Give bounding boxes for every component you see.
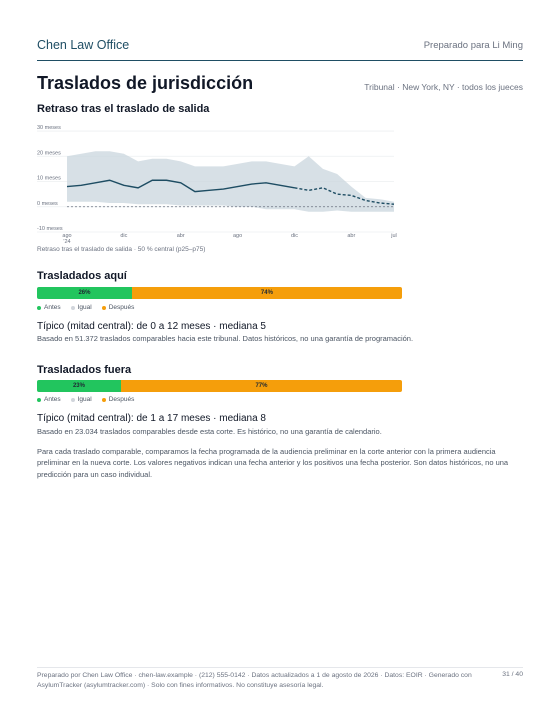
y-tick-label: 30 meses (37, 125, 61, 132)
bar-segment: 23% (37, 380, 121, 392)
legend-item (102, 304, 135, 311)
legend-dot-icon (71, 306, 75, 310)
legend-label: Igual (77, 304, 92, 311)
bar-segment: 26% (37, 287, 132, 299)
legend-label: Después (108, 396, 135, 403)
legend-item (71, 304, 92, 311)
legend-item (71, 396, 92, 403)
legend-item (37, 304, 61, 311)
x-tick-label: dic (290, 233, 298, 239)
scope-label: Tribunal · New York, NY · todos los jueces (364, 82, 523, 92)
x-tick-label: jul (391, 233, 397, 239)
bar-segment: 77% (121, 380, 402, 392)
legend-dot-icon (37, 306, 41, 310)
methodology-note: Para cada traslado comparable, comparamos la fecha programada de la audiencia preliminar en la corte anterior con la primera audiencia preliminar en la nueva corte. Los valores negativos indican una fecha anterior y los positivos una fecha posterior. Son datos históricos, no una predicción para un caso individual. (37, 447, 509, 479)
moved-here-typical: Típico (mitad central): de 0 a 12 meses · mediana 5 (37, 321, 266, 332)
footer-divider (37, 667, 523, 668)
moved-here-title: Trasladados aquí (37, 270, 127, 282)
moved-here-basis: Basado en 51.372 traslados comparables hacia este tribunal. Datos históricos, no una garantía de programación. (37, 334, 414, 343)
moved-out-bar (37, 380, 402, 392)
x-tick-label: abr (347, 233, 356, 239)
y-tick-label: -10 meses (37, 226, 63, 232)
legend-dot-icon (102, 398, 106, 402)
x-tick-label: dic (120, 233, 128, 239)
footer-text: Preparado por Chen Law Office · chen-law.example · (212) 555-0142 · Datos actualizados a 1 de agosto de 2026 · Datos: EOIR · Generado con AsylumTracker (asylumtracker.com) · Solo con fines informativos. No constituye asesoría legal. (37, 672, 472, 689)
legend-item (102, 396, 135, 403)
legend-dot-icon (102, 306, 106, 310)
moved-out-legend (37, 396, 134, 403)
legend-label: Igual (77, 396, 92, 403)
chart-title: Retraso tras el traslado de salida (37, 103, 210, 115)
delay-chart (0, 118, 420, 246)
moved-out-title: Trasladados fuera (37, 364, 132, 376)
bar-segment: 74% (132, 287, 402, 299)
chart-caption: Retraso tras el traslado de salida · 50 % central (p25–p75) (37, 246, 206, 253)
p25-p75-band (67, 151, 394, 212)
y-tick-label: 20 meses (37, 150, 61, 157)
prepared-for: Preparado para Li Ming (423, 40, 523, 51)
legend-label: Antes (44, 304, 61, 311)
y-tick-label: 10 meses (37, 175, 61, 182)
x-tick-label: ago (233, 233, 243, 239)
legend-item (37, 396, 61, 403)
x-tick-label: abr (176, 233, 185, 239)
page-title: Traslados de jurisdicción (37, 73, 254, 93)
legend-dot-icon (71, 398, 75, 402)
legend-label: Antes (44, 396, 61, 403)
moved-out-typical: Típico (mitad central): de 1 a 17 meses · mediana 8 (37, 413, 266, 424)
legend-dot-icon (37, 398, 41, 402)
y-tick-label: 0 meses (37, 200, 58, 207)
firm-name: Chen Law Office (37, 38, 130, 52)
moved-out-basis: Basado en 23.034 traslados comparables desde esta corte. Es histórico, no una garantía de calendario. (37, 427, 382, 436)
moved-here-legend (37, 304, 134, 311)
x-tick-label: '24 (63, 239, 71, 245)
moved-here-bar (37, 287, 402, 299)
page-number: 31 / 40 (502, 671, 523, 678)
legend-label: Después (108, 304, 135, 311)
x-tick-label: ago (62, 233, 72, 239)
header-divider (37, 60, 523, 61)
